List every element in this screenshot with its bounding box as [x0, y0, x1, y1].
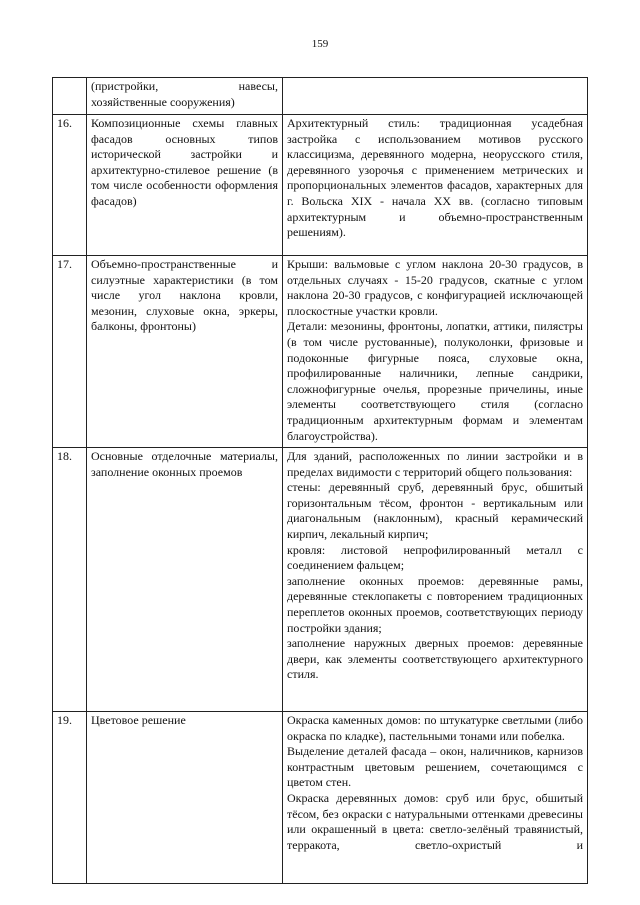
requirement-paragraph: Крыши: вальмовые с углом наклона 20-30 градусов, в отдельных случаях - 15-20 градусов, скатные с углом наклона 20-30 градусов, с конфигурацией исключающей плоскостные участки кровли.	[287, 257, 583, 318]
requirement-paragraph: Детали: мезонины, фронтоны, лопатки, аттики, пилястры (в том числе рустованные), полуколонки, фризовые и подоконные фигурные пояса, слуховые окна, профилированные наличники, лепные сандрики, сложнофигурные очелья, прорезные причелины, иные элементы соответствующего стиля (согласно традиционным архитектурным формам и элементам благоустройства).	[287, 319, 583, 443]
requirement-paragraph: Выделение деталей фасада – окон, наличников, карнизов контрастным цветовым решением, сочетающимся с цветом стен.	[287, 744, 583, 790]
page-number: 159	[311, 38, 329, 50]
requirement-paragraph: Окраска каменных домов: по штукатурке светлыми (либо окраска по кладке), пастельными тонами или побелка.	[287, 713, 583, 743]
characteristic-cell: Цветовое решение	[87, 712, 283, 884]
row-number: 17.	[53, 256, 87, 448]
requirement-paragraph: заполнение наружных дверных проемов: деревянные двери, как элементы соответствующего архитектурного стиля.	[287, 636, 583, 682]
table-row	[53, 78, 588, 115]
requirement-cell	[283, 115, 588, 256]
requirement-paragraph: заполнение оконных проемов: деревянные рамы, деревянные стеклопакеты с повторением традиционных переплетов оконных проемов, соответствующих периоду постройки здания;	[287, 573, 583, 635]
requirement-cell	[283, 712, 588, 884]
table-row	[53, 115, 588, 256]
requirement-cell	[283, 256, 588, 448]
table-row	[53, 448, 588, 712]
requirement-paragraph: Архитектурный стиль: традиционная усадебная застройка с использованием мотивов русского классицизма, деревянного модерна, неорусского стиля, деревянного узорочья с применением метрических и пропорциональных элементов фасадов, характерных для г. Вольска XIX - начала XX вв. (согласно типовым архитектурным и объемно-пространственным решениям).	[287, 116, 583, 240]
characteristic-cell: Объемно-пространственные и силуэтные характеристики (в том числе угол наклона кровли, мезонин, слуховые окна, эркеры, балконы, фронтоны)	[87, 256, 283, 448]
table-row	[53, 712, 588, 884]
row-number: 18.	[53, 448, 87, 712]
requirement-paragraph: стены: деревянный сруб, деревянный брус, обшитый горизонтальным тёсом, фронтон - вертикальным или диагональным (наклонным), красный керамический кирпич, лекальный кирпич;	[287, 480, 583, 541]
row-number: 19.	[53, 712, 87, 884]
requirement-paragraph: Для зданий, расположенных по линии застройки и в пределах видимости с территорий общего пользования:	[287, 449, 583, 479]
table-row	[53, 256, 588, 448]
characteristic-cell: Композиционные схемы главных фасадов основных типов исторической застройки и архитектурно-стилевое решение (в том числе особенности оформления фасадов)	[87, 115, 283, 256]
characteristic-cell: (пристройки, навесы, хозяйственные сооружения)	[87, 78, 283, 115]
requirement-paragraph: кровля: листовой непрофилированный металл с соединением фальцем;	[287, 542, 583, 573]
requirements-table	[52, 77, 588, 884]
characteristic-cell: Основные отделочные материалы, заполнение оконных проемов	[87, 448, 283, 712]
row-number	[53, 78, 87, 115]
requirement-cell	[283, 78, 588, 115]
row-number: 16.	[53, 115, 87, 256]
requirement-cell	[283, 448, 588, 712]
requirement-paragraph: Окраска деревянных домов: сруб или брус, обшитый тёсом, без окраски с натуральными оттенками древесины или окрашенный в цвета: светло-зелёный травянистый, терракота, светло-охристый и	[287, 790, 583, 852]
